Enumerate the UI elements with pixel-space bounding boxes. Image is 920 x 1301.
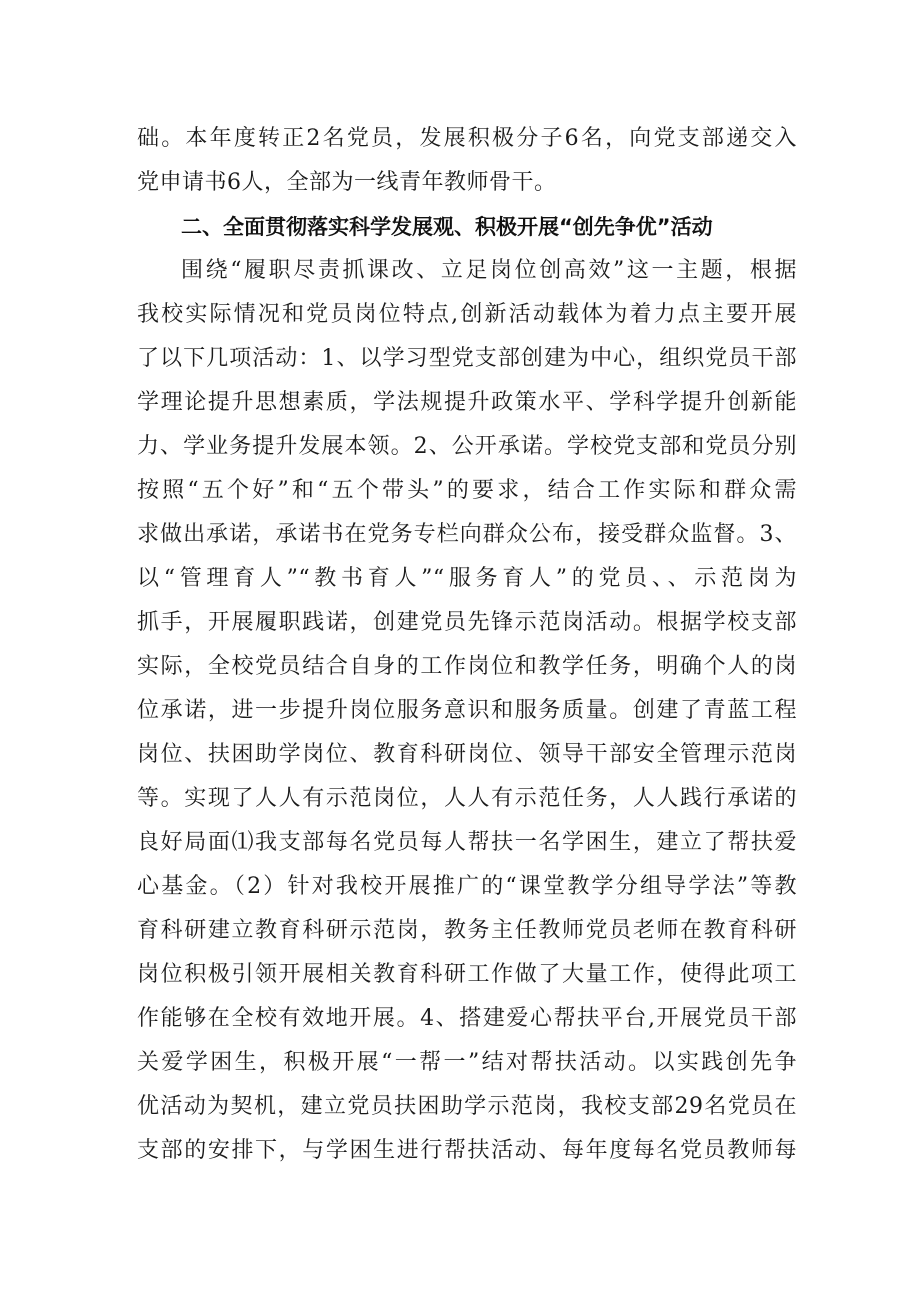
text-line: 支部的安排下，与学困生进行帮扶活动、每年度每名党员教师每: [137, 1138, 797, 1163]
text-line: 岗位积极引领开展相关教育科研工作做了大量工作，使得此项工: [137, 962, 797, 987]
text-line: 力、学业务提升发展本领。2、公开承诺。学校党支部和党员分别: [137, 434, 797, 459]
text-line: 优活动为契机，建立党员扶困助学示范岗，我校支部29名党员在: [137, 1094, 797, 1119]
text-line: 良好局面⑴我支部每名党员每人帮扶一名学困生，建立了帮扶爱: [137, 830, 797, 855]
text-line: 党申请书6人，全部为一线青年教师骨干。: [137, 170, 557, 195]
section-heading: 二、全面贯彻落实科学发展观、积极开展“创先争优”活动: [181, 215, 713, 239]
text-line: 以“管理育人”“教书育人”“服务育人”的党员、、示范岗为: [137, 566, 797, 591]
text-line: 心基金。（2）针对我校开展推广的“课堂教学分组导学法”等教: [137, 874, 797, 899]
text-line: 围绕“履职尽责抓课改、立足岗位创高效”这一主题，根据: [181, 258, 797, 283]
text-line: 求做出承诺，承诺书在党务专栏向群众公布，接受群众监督。3、: [137, 522, 797, 547]
text-line: 关爱学困生，积极开展“一帮一”结对帮扶活动。以实践创先争: [137, 1050, 797, 1075]
text-line: 学理论提升思想素质，学法规提升政策水平、学科学提升创新能: [137, 390, 797, 415]
text-line: 育科研建立教育科研示范岗，教务主任教师党员老师在教育科研: [137, 918, 797, 943]
text-line: 岗位、扶困助学岗位、教育科研岗位、领导干部安全管理示范岗: [137, 742, 797, 767]
text-line: 等。实现了人人有示范岗位，人人有示范任务，人人践行承诺的: [137, 786, 797, 811]
text-line: 了以下几项活动：1、以学习型党支部创建为中心，组织党员干部: [137, 346, 797, 371]
text-line: 按照“五个好”和“五个带头”的要求，结合工作实际和群众需: [137, 478, 797, 503]
text-line: 实际，全校党员结合自身的工作岗位和教学任务，明确个人的岗: [137, 654, 797, 679]
text-line: 础。本年度转正2名党员，发展积极分子6名，向党支部递交入: [137, 126, 797, 151]
text-line: 作能够在全校有效地开展。4、搭建爱心帮扶平台,开展党员干部: [137, 1006, 797, 1031]
text-line: 位承诺，进一步提升岗位服务意识和服务质量。创建了青蓝工程: [137, 698, 797, 723]
text-line: 抓手，开展履职践诺，创建党员先锋示范岗活动。根据学校支部: [137, 610, 797, 635]
text-line: 我校实际情况和党员岗位特点,创新活动载体为着力点主要开展: [137, 302, 797, 327]
